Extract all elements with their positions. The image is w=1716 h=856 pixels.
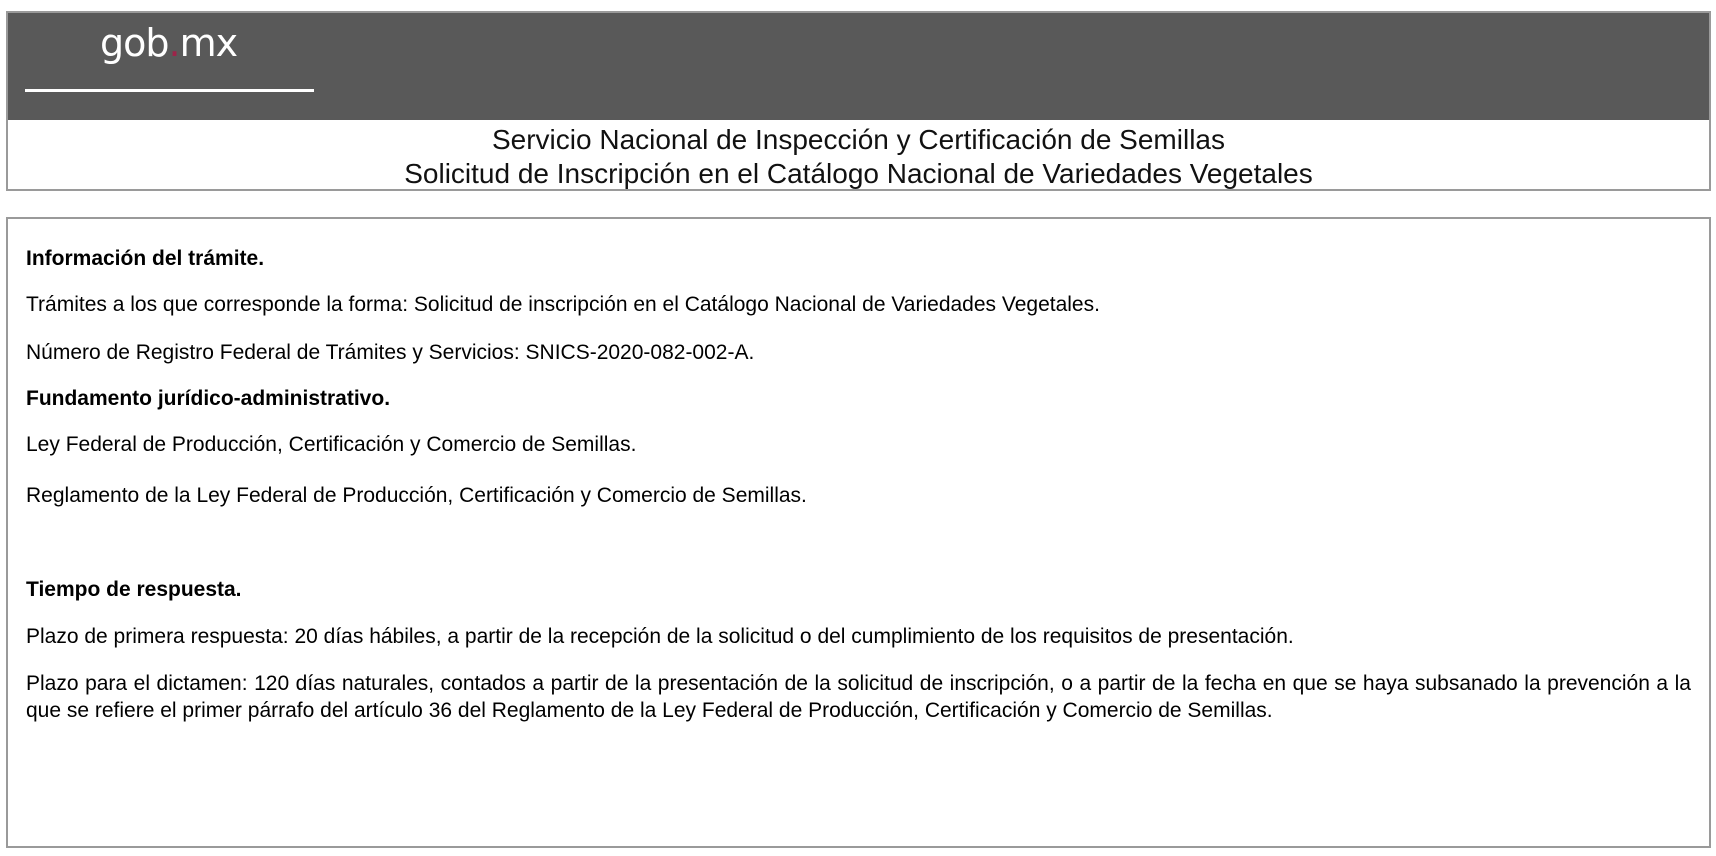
section-heading-tiempo: Tiempo de respuesta.	[26, 578, 242, 601]
ley-text: Ley Federal de Producción, Certificación y Comercio de Semillas.	[26, 433, 637, 456]
content-box	[6, 217, 1711, 848]
plazo-dictamen-text: Plazo para el dictamen: 120 días naturales, contados a partir de la presentación de la solicitud de inscripción, o a partir de la fecha en que se haya subsanado la prevención a la que se refiere el primer párrafo del artículo 36 del Reglamento de la Ley Federal de Producción, Certificación y Comercio de Semillas.	[26, 672, 1691, 722]
gob-mx-logo	[100, 21, 238, 65]
tramites-text: Trámites a los que corresponde la forma: Solicitud de inscripción en el Catálogo Nacional de Variedades Vegetales.	[26, 293, 1100, 316]
logo-gob-text: gob	[100, 21, 169, 65]
section-heading-fundamento: Fundamento jurídico-administrativo.	[26, 387, 391, 410]
plazo-primera-text: Plazo de primera respuesta: 20 días hábiles, a partir de la recepción de la solicitud o del cumplimiento de los requisitos de presentación.	[26, 625, 1294, 648]
logo-underline	[25, 89, 314, 92]
logo-mx-text: mx	[179, 21, 238, 65]
agency-title: Servicio Nacional de Inspección y Certificación de Semillas	[491, 124, 1225, 155]
form-title-block	[8, 123, 1709, 191]
reglamento-text: Reglamento de la Ley Federal de Producción, Certificación y Comercio de Semillas.	[26, 484, 807, 507]
form-title: Solicitud de Inscripción en el Catálogo Nacional de Variedades Vegetales	[404, 158, 1313, 189]
gob-banner	[8, 13, 1709, 120]
header-box	[6, 11, 1711, 191]
registro-text: Número de Registro Federal de Trámites y Servicios: SNICS-2020-082-002-A.	[26, 341, 755, 364]
section-heading-info: Información del trámite.	[26, 247, 265, 270]
logo-dot: .	[168, 21, 180, 65]
